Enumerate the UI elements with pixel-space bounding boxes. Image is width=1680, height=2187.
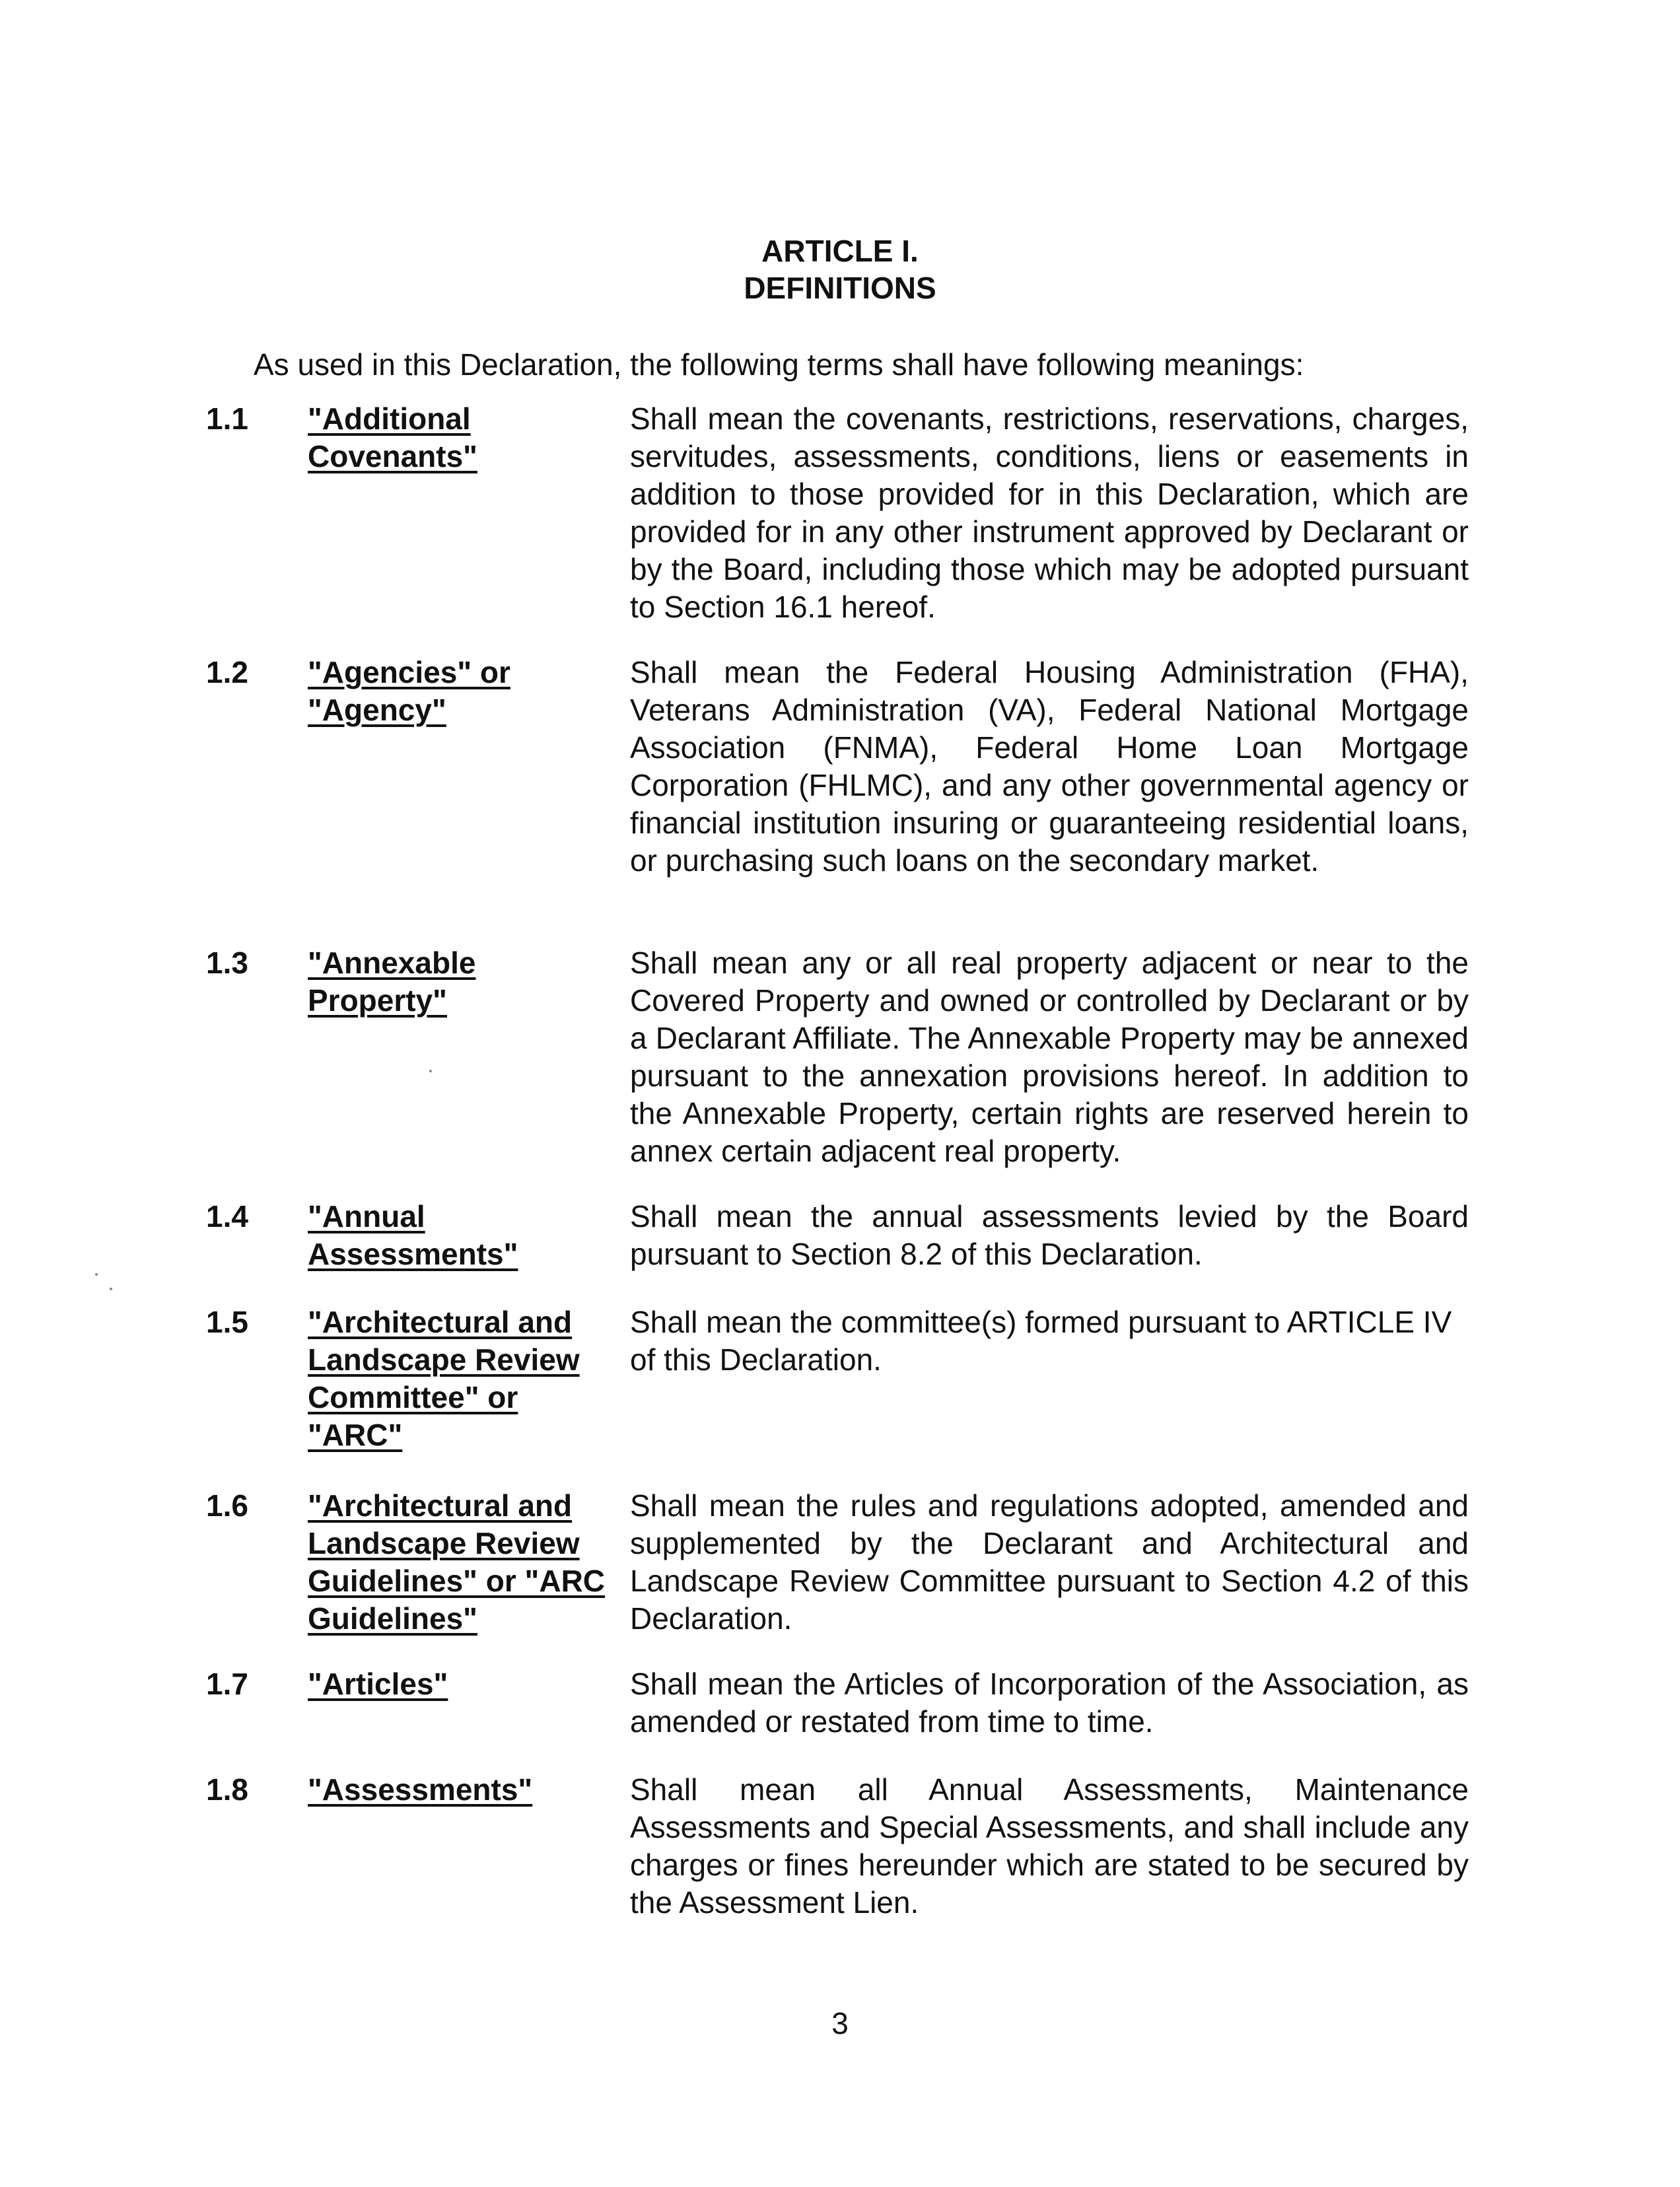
definition-text: Shall mean all Annual Assessments, Maintenance Assessments and Special Assessments, and shall include any charges or fines hereunder which are stated to be secured by the Assessment Lien. bbox=[630, 1772, 1469, 1920]
definition-number: 1.8 bbox=[206, 1772, 248, 1807]
definition-term: "Agencies" or "Agency" bbox=[308, 655, 510, 727]
article-heading bbox=[0, 232, 1680, 306]
scan-speck bbox=[95, 1273, 98, 1276]
scan-speck bbox=[110, 1288, 112, 1290]
definition-number: 1.2 bbox=[206, 655, 248, 689]
definition-text: Shall mean the covenants, restrictions, reservations, charges, servitudes, assessments, conditions, liens or easements in addition to those provided for in this Declaration, which are provided for in any other instrument approved by Declarant or by the Board, including those which may be adopted pursuant to Section 16.1 hereof. bbox=[630, 401, 1469, 624]
definition-term: "Assessments" bbox=[308, 1772, 533, 1807]
definition-term: "Architectural and Landscape Review Guidelines" or "ARC Guidelines" bbox=[308, 1488, 606, 1636]
definition-term: "Annual Assessments" bbox=[308, 1199, 518, 1271]
definition-number: 1.3 bbox=[206, 946, 248, 980]
definition-number: 1.5 bbox=[206, 1305, 248, 1339]
definition-text: Shall mean the committee(s) formed pursuant to ARTICLE IV of this Declaration. bbox=[630, 1305, 1452, 1377]
definition-term: "Additional Covenants" bbox=[308, 401, 477, 473]
definition-number: 1.6 bbox=[206, 1488, 248, 1523]
definition-number: 1.4 bbox=[206, 1199, 248, 1233]
definition-term: "Articles" bbox=[308, 1667, 448, 1701]
scan-speck bbox=[429, 1070, 432, 1072]
definition-text: Shall mean any or all real property adjacent or near to the Covered Property and owned or controlled by Declarant or by a Declarant Affiliate. The Annexable Property may be annexed pursuant to the annexation provisions hereof. In addition to the Annexable Property, certain rights are reserved herein to annex certain adjacent real property. bbox=[630, 946, 1469, 1168]
article-subtitle: DEFINITIONS bbox=[744, 271, 936, 305]
definition-number: 1.1 bbox=[206, 401, 248, 436]
definition-number: 1.7 bbox=[206, 1667, 248, 1701]
page-number: 3 bbox=[831, 2006, 849, 2040]
definition-term: "Architectural and Landscape Review Committee" or "ARC" bbox=[308, 1305, 580, 1452]
definition-term: "Annexable Property" bbox=[308, 946, 476, 1018]
definition-text: Shall mean the Federal Housing Administration (FHA), Veterans Administration (VA), Federal National Mortgage Association (FNMA), Federal Home Loan Mortgage Corporation (FHLMC), and any other governmental agency or financial institution insuring or guaranteeing residential loans, or purchasing such loans on the secondary market. bbox=[630, 655, 1469, 878]
definition-text: Shall mean the rules and regulations adopted, amended and supplemented by the Declarant and Architectural and Landscape Review Committee pursuant to Section 4.2 of this Declaration. bbox=[630, 1488, 1469, 1636]
definition-text: Shall mean the Articles of Incorporation of the Association, as amended or restated from time to time. bbox=[630, 1667, 1469, 1739]
definition-text: Shall mean the annual assessments levied by the Board pursuant to Section 8.2 of this Declaration. bbox=[630, 1199, 1469, 1271]
intro-sentence: As used in this Declaration, the following terms shall have following meanings: bbox=[254, 347, 1304, 382]
article-title: ARTICLE I. bbox=[761, 234, 919, 268]
